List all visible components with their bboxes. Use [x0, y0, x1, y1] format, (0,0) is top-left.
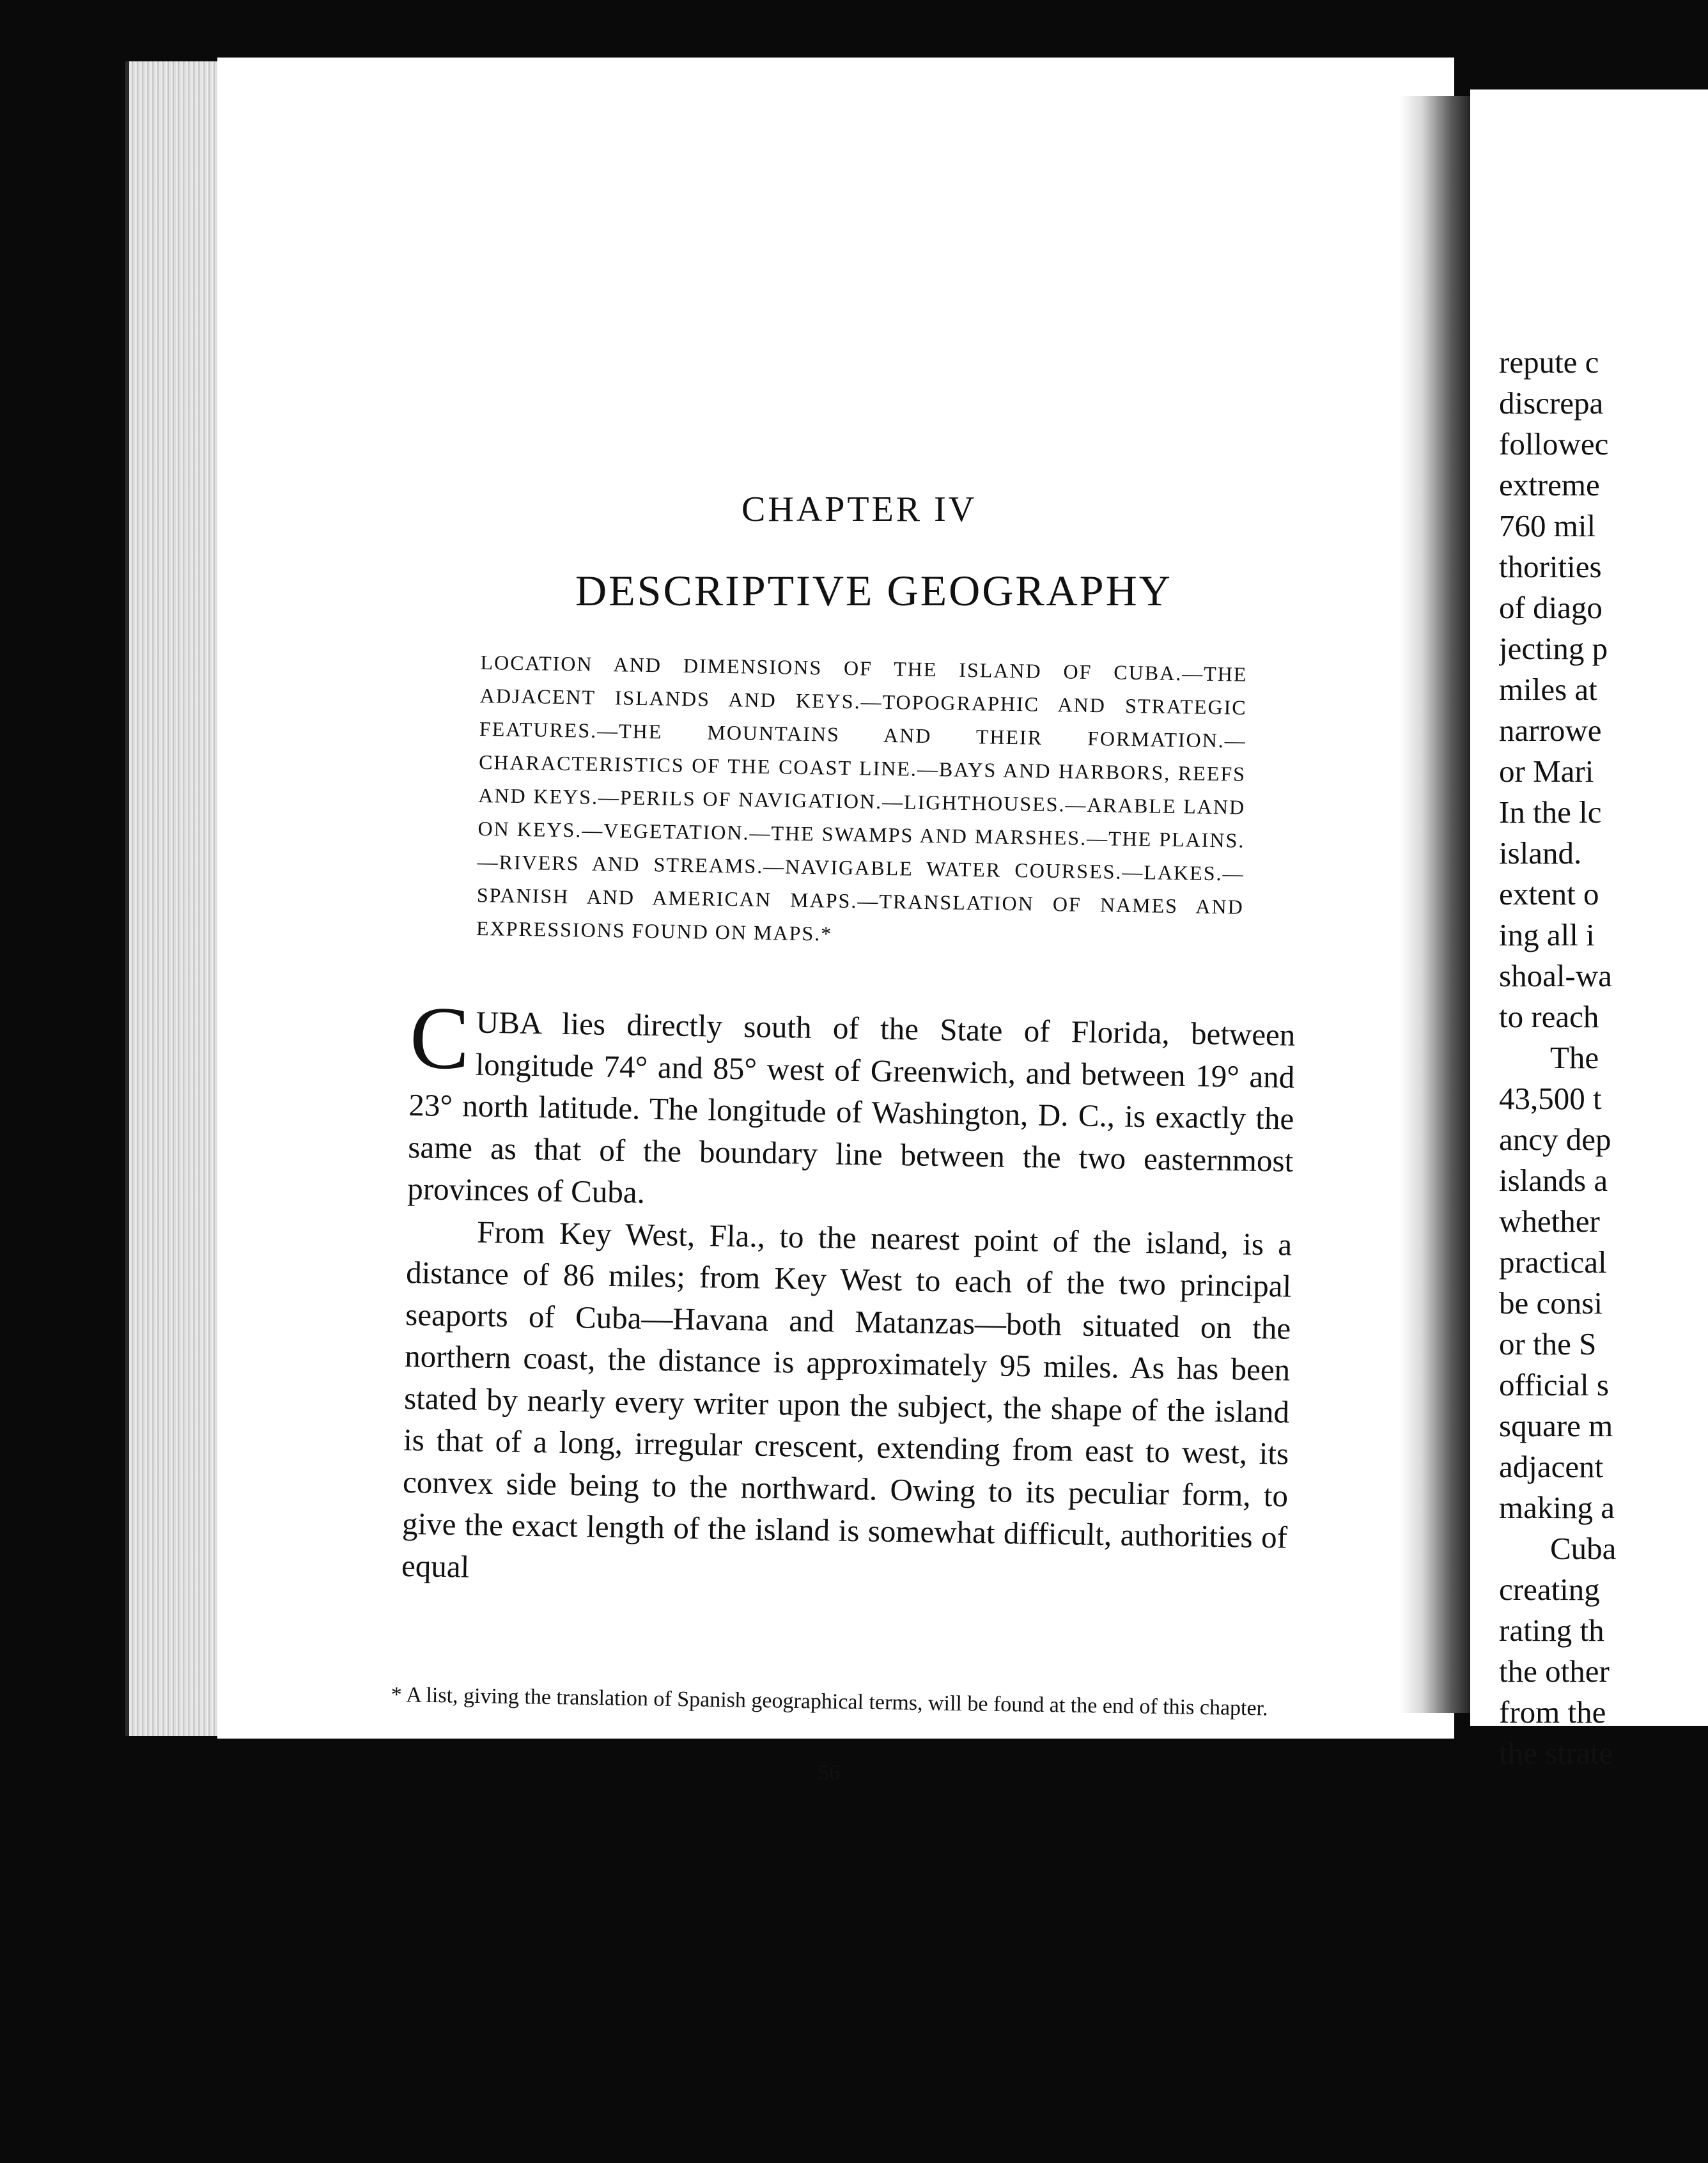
- right-page-line: rating th: [1499, 1613, 1604, 1648]
- right-page-line: from the: [1499, 1694, 1606, 1730]
- right-page-line: the strate: [1499, 1735, 1613, 1771]
- right-page-line: Cuba: [1550, 1531, 1617, 1566]
- drop-cap: C: [408, 988, 470, 1089]
- right-page-line: official s: [1499, 1367, 1609, 1402]
- paragraph-1-text: UBA lies directly south of the State of Florida, between longitude 74° and 85° west of Greenwich, and between 19° and 23° north latitude. The longitude of Washington, D. C., is exactly the same as that of the boundary line between the two easternmost provinces of Cuba.: [407, 1004, 1296, 1210]
- right-page-line: or Mari: [1499, 754, 1594, 789]
- right-page-line: ing all i: [1499, 917, 1595, 952]
- right-page-line: 760 mil: [1499, 508, 1596, 543]
- right-page-line: repute c: [1499, 345, 1599, 380]
- right-page-line: ancy dep: [1499, 1122, 1611, 1157]
- right-page-line: narrowe: [1499, 713, 1602, 748]
- right-page-line: creating: [1499, 1572, 1600, 1607]
- chapter-title: DESCRIPTIVE GEOGRAPHY: [575, 566, 1172, 615]
- right-page-line: 43,500 t: [1499, 1081, 1602, 1116]
- right-page-line: practical: [1499, 1244, 1607, 1280]
- book-page-edges: [125, 61, 225, 1736]
- right-page-line: to reach: [1499, 999, 1599, 1034]
- right-page-line: discrepa: [1499, 385, 1604, 421]
- right-page-line: island.: [1499, 835, 1582, 871]
- right-page-text: [1499, 342, 1708, 1774]
- right-page-line: be consi: [1499, 1285, 1603, 1321]
- paragraph-1: [407, 988, 1296, 1223]
- right-page-line: followec: [1499, 426, 1609, 461]
- right-page-line: extreme: [1499, 467, 1600, 502]
- right-page-line: jecting p: [1499, 631, 1608, 666]
- right-page-line: miles at: [1499, 672, 1597, 707]
- right-page-line: making a: [1499, 1490, 1615, 1525]
- right-page-line: extent o: [1499, 876, 1599, 911]
- body-text: [401, 988, 1296, 1601]
- right-page-line: whether: [1499, 1204, 1600, 1239]
- chapter-number: CHAPTER IV: [741, 490, 977, 529]
- right-page-line: The: [1550, 1040, 1599, 1075]
- right-page-line: islands a: [1499, 1163, 1608, 1198]
- right-page-line: In the lc: [1499, 795, 1602, 830]
- right-page-line: shoal-wa: [1499, 958, 1612, 993]
- chapter-synopsis: LOCATION AND DIMENSIONS OF THE ISLAND OF CUBA.—THE ADJACENT ISLANDS AND KEYS.—TOPOGRAPHIC AND STRATEGIC FEATURES.—THE MOUNTAINS AND THEIR FORMATION.—CHARACTERISTICS OF THE COAST LINE.—BAYS AND HARBORS, REEFS AND KEYS.—PERILS OF NAVIGATION.—LIGHTHOUSES.—ARABLE LAND ON KEYS.—VEGETATION.—THE SWAMPS AND MARSHES.—THE PLAINS.—RIVERS AND STREAMS.—NAVIGABLE WATER COURSES.—LAKES.—SPANISH AND AMERICAN MAPS.—TRANSLATION OF NAMES AND EXPRESSIONS FOUND ON MAPS.*: [476, 650, 1248, 945]
- right-page-line: or the S: [1499, 1326, 1597, 1361]
- book-gutter: [1400, 96, 1473, 1713]
- footnote: * A list, giving the translation of Spanish geographical terms, will be found at the end of this chapter.: [391, 1682, 1268, 1721]
- right-page-line: of diago: [1499, 590, 1603, 625]
- right-page-line: the other: [1499, 1654, 1610, 1689]
- page-number: 56: [818, 1761, 840, 1785]
- right-page-line: adjacent: [1499, 1449, 1604, 1484]
- paragraph-2: From Key West, Fla., to the nearest point of the island, is a distance of 86 miles; from Key West to each of the two principal seaports of Cuba—Havana and Matanzas—both situated on the northern coast, the distance is approximately 95 miles. As has been stated by nearly every writer upon the subject, the shape of the island is that of a long, irregular crescent, extending from east to west, its convex side being to the northward. Owing to its peculiar form, to give the exact length of the island is somewhat difficult, authorities of equal: [401, 1214, 1293, 1585]
- right-page-line: square m: [1499, 1408, 1613, 1443]
- right-page-line: thorities: [1499, 549, 1602, 584]
